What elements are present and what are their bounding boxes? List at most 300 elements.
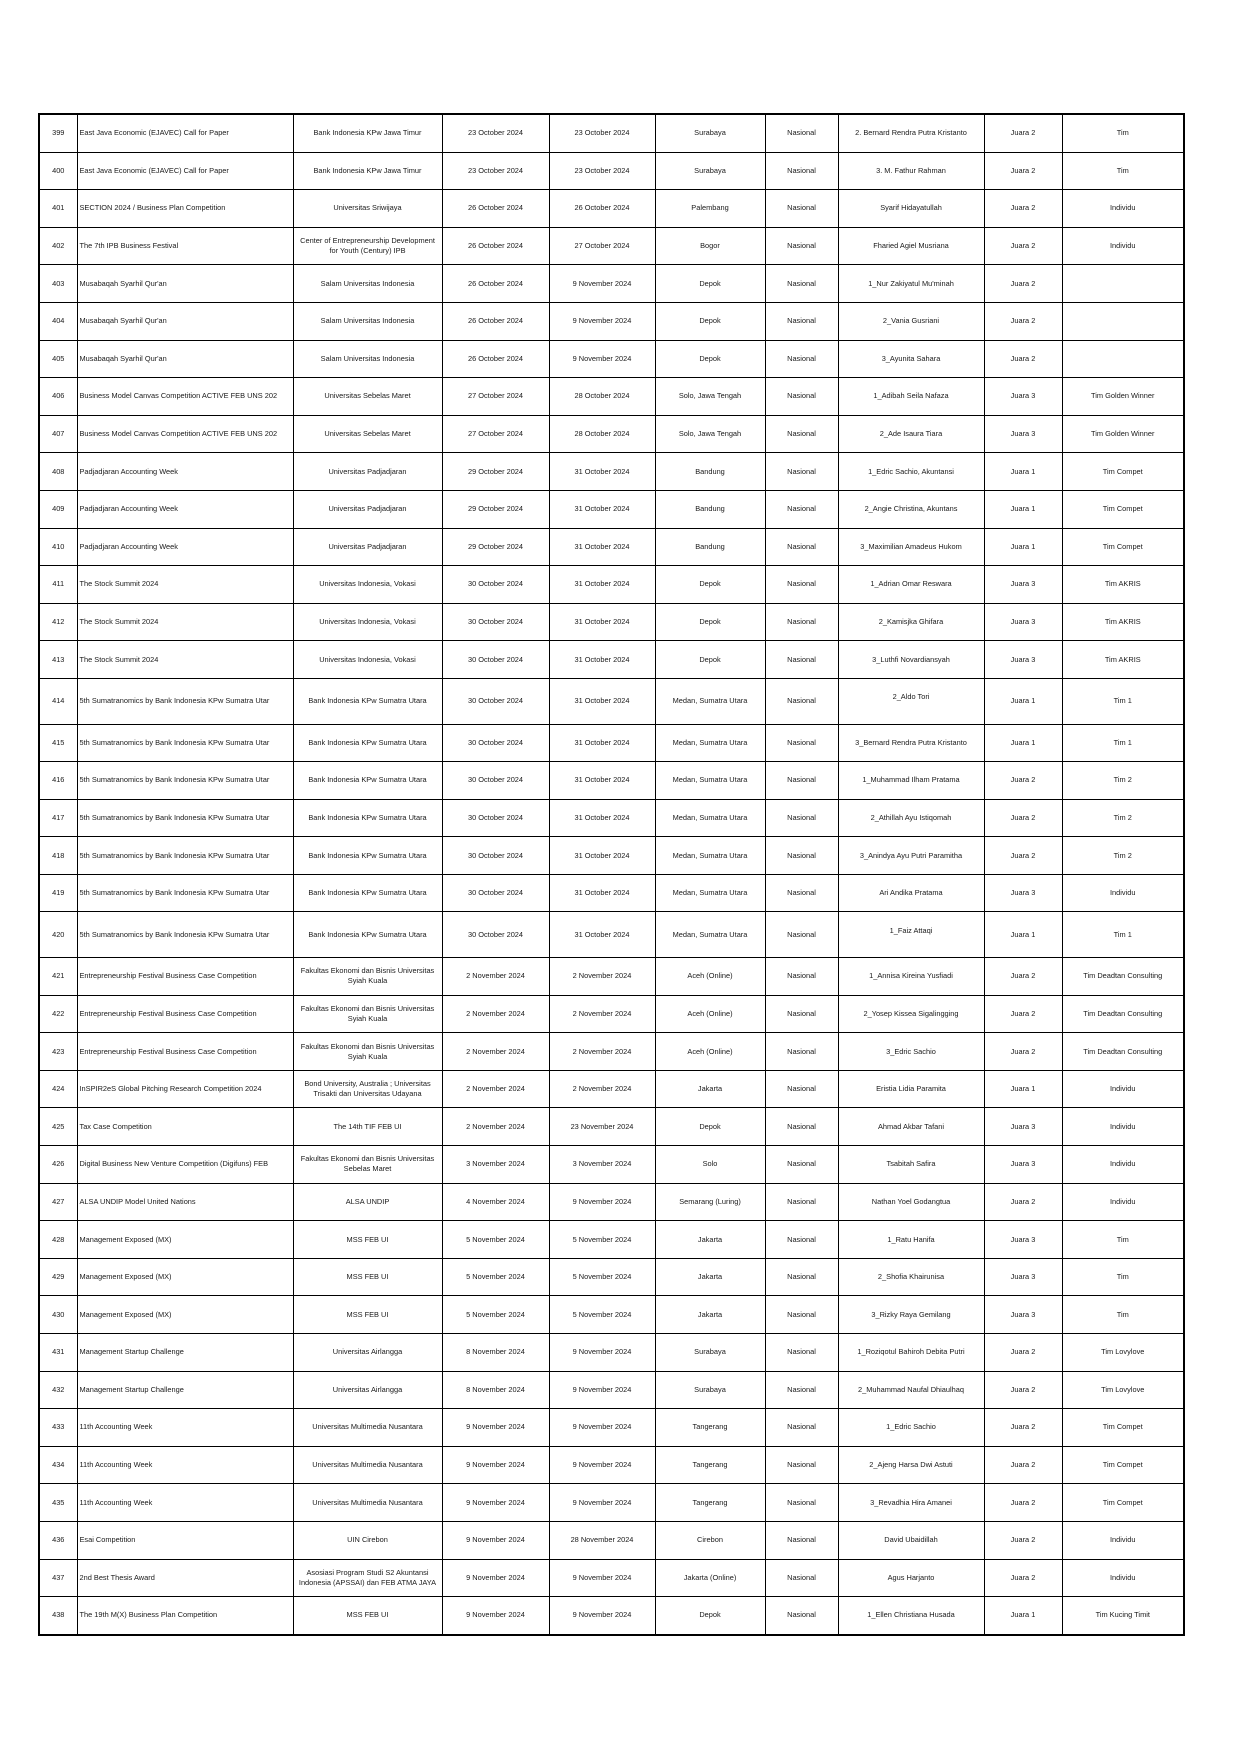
competition-name-cell: SECTION 2024 / Business Plan Competition	[77, 190, 293, 228]
level-cell: Nasional	[765, 837, 838, 875]
team-cell: Tim Kucing Timit	[1062, 1597, 1184, 1635]
table-row	[39, 1221, 1184, 1259]
team-cell: Individu	[1062, 1521, 1184, 1559]
end-date-cell: 9 November 2024	[549, 340, 655, 378]
rank-cell: Juara 1	[984, 1597, 1062, 1635]
row-number-cell: 438	[39, 1597, 77, 1635]
row-number-cell: 433	[39, 1409, 77, 1447]
start-date-cell: 2 November 2024	[442, 958, 549, 996]
row-number-cell: 437	[39, 1559, 77, 1597]
organizer-cell: Universitas Indonesia, Vokasi	[293, 603, 442, 641]
rank-cell: Juara 3	[984, 1146, 1062, 1184]
rank-cell: Juara 2	[984, 1484, 1062, 1522]
competition-name-cell: The 19th M(X) Business Plan Competition	[77, 1597, 293, 1635]
participant-name-cell: 2_Vania Gusriani	[838, 302, 984, 340]
organizer-cell: MSS FEB UI	[293, 1221, 442, 1259]
rank-cell: Juara 2	[984, 995, 1062, 1033]
team-cell: Individu	[1062, 1146, 1184, 1184]
rank-cell: Juara 3	[984, 1296, 1062, 1334]
location-cell: Jakarta	[655, 1070, 765, 1108]
location-cell: Solo, Jawa Tengah	[655, 415, 765, 453]
organizer-cell: Universitas Airlangga	[293, 1334, 442, 1372]
end-date-cell: 23 October 2024	[549, 114, 655, 152]
start-date-cell: 5 November 2024	[442, 1221, 549, 1259]
team-cell: Tim Golden Winner	[1062, 378, 1184, 416]
start-date-cell: 30 October 2024	[442, 641, 549, 679]
location-cell: Surabaya	[655, 114, 765, 152]
start-date-cell: 30 October 2024	[442, 762, 549, 800]
table-row	[39, 1371, 1184, 1409]
competition-name-cell: Padjadjaran Accounting Week	[77, 528, 293, 566]
row-number-cell: 410	[39, 528, 77, 566]
row-number-cell: 435	[39, 1484, 77, 1522]
competition-name-cell: 5th Sumatranomics by Bank Indonesia KPw Sumatra Utar	[77, 799, 293, 837]
level-cell: Nasional	[765, 1446, 838, 1484]
participant-name-cell: Ari Andika Pratama	[838, 874, 984, 912]
rank-cell: Juara 1	[984, 528, 1062, 566]
organizer-cell: Center of Entrepreneurship Development for Youth (Century) IPB	[293, 227, 442, 265]
participant-name-cell: Fharied Agiel Musriana	[838, 227, 984, 265]
team-cell: Tim 1	[1062, 912, 1184, 958]
end-date-cell: 31 October 2024	[549, 837, 655, 875]
location-cell: Palembang	[655, 190, 765, 228]
organizer-cell: Universitas Sebelas Maret	[293, 378, 442, 416]
competition-name-cell: Management Exposed (MX)	[77, 1296, 293, 1334]
table-row	[39, 1484, 1184, 1522]
location-cell: Surabaya	[655, 1334, 765, 1372]
competition-name-cell: East Java Economic (EJAVEC) Call for Paper	[77, 114, 293, 152]
location-cell: Medan, Sumatra Utara	[655, 874, 765, 912]
organizer-cell: The 14th TIF FEB UI	[293, 1108, 442, 1146]
team-cell: Tim Compet	[1062, 490, 1184, 528]
team-cell: Individu	[1062, 190, 1184, 228]
organizer-cell: Bank Indonesia KPw Sumatra Utara	[293, 874, 442, 912]
start-date-cell: 29 October 2024	[442, 453, 549, 491]
table-row	[39, 724, 1184, 762]
end-date-cell: 9 November 2024	[549, 1409, 655, 1447]
row-number-cell: 426	[39, 1146, 77, 1184]
rank-cell: Juara 3	[984, 641, 1062, 679]
competition-name-cell: 2nd Best Thesis Award	[77, 1559, 293, 1597]
table-row	[39, 1597, 1184, 1635]
table-row	[39, 837, 1184, 875]
location-cell: Tangerang	[655, 1446, 765, 1484]
participant-name-cell: 3_Edric Sachio	[838, 1033, 984, 1071]
table-row	[39, 1146, 1184, 1184]
location-cell: Bandung	[655, 453, 765, 491]
location-cell: Cirebon	[655, 1521, 765, 1559]
row-number-cell: 403	[39, 265, 77, 303]
competition-name-cell: Entrepreneurship Festival Business Case Competition	[77, 1033, 293, 1071]
location-cell: Jakarta	[655, 1258, 765, 1296]
start-date-cell: 9 November 2024	[442, 1559, 549, 1597]
team-cell: Tim	[1062, 114, 1184, 152]
team-cell: Tim Compet	[1062, 528, 1184, 566]
level-cell: Nasional	[765, 490, 838, 528]
end-date-cell: 31 October 2024	[549, 799, 655, 837]
end-date-cell: 31 October 2024	[549, 724, 655, 762]
location-cell: Bandung	[655, 528, 765, 566]
start-date-cell: 5 November 2024	[442, 1258, 549, 1296]
row-number-cell: 429	[39, 1258, 77, 1296]
competition-name-cell: Business Model Canvas Competition ACTIVE FEB UNS 202	[77, 415, 293, 453]
row-number-cell: 434	[39, 1446, 77, 1484]
end-date-cell: 31 October 2024	[549, 762, 655, 800]
table-row	[39, 1296, 1184, 1334]
level-cell: Nasional	[765, 641, 838, 679]
location-cell: Bogor	[655, 227, 765, 265]
location-cell: Depok	[655, 265, 765, 303]
team-cell: Individu	[1062, 1070, 1184, 1108]
end-date-cell: 5 November 2024	[549, 1221, 655, 1259]
end-date-cell: 2 November 2024	[549, 995, 655, 1033]
team-cell: Tim	[1062, 1296, 1184, 1334]
rank-cell: Juara 1	[984, 490, 1062, 528]
end-date-cell: 2 November 2024	[549, 1070, 655, 1108]
organizer-cell: Salam Universitas Indonesia	[293, 340, 442, 378]
competition-name-cell: 5th Sumatranomics by Bank Indonesia KPw Sumatra Utar	[77, 724, 293, 762]
organizer-cell: Universitas Padjadjaran	[293, 453, 442, 491]
rank-cell: Juara 3	[984, 874, 1062, 912]
rank-cell: Juara 3	[984, 378, 1062, 416]
table-row	[39, 1258, 1184, 1296]
end-date-cell: 9 November 2024	[549, 1334, 655, 1372]
row-number-cell: 430	[39, 1296, 77, 1334]
rank-cell: Juara 2	[984, 1183, 1062, 1221]
level-cell: Nasional	[765, 1221, 838, 1259]
competition-name-cell: East Java Economic (EJAVEC) Call for Paper	[77, 152, 293, 190]
location-cell: Jakarta	[655, 1296, 765, 1334]
level-cell: Nasional	[765, 762, 838, 800]
competition-name-cell: 11th Accounting Week	[77, 1446, 293, 1484]
participant-name-cell: 2_Shofia Khairunisa	[838, 1258, 984, 1296]
end-date-cell: 3 November 2024	[549, 1146, 655, 1184]
level-cell: Nasional	[765, 995, 838, 1033]
table-row	[39, 265, 1184, 303]
start-date-cell: 27 October 2024	[442, 415, 549, 453]
organizer-cell: Fakultas Ekonomi dan Bisnis Universitas Sebelas Maret	[293, 1146, 442, 1184]
participant-name-cell: 1_Ratu Hanifa	[838, 1221, 984, 1259]
participant-name-cell: 1_Faiz Attaqi	[838, 912, 984, 958]
start-date-cell: 9 November 2024	[442, 1597, 549, 1635]
participant-name-cell: 2_Ade Isaura Tiara	[838, 415, 984, 453]
level-cell: Nasional	[765, 1334, 838, 1372]
competition-name-cell: The Stock Summit 2024	[77, 641, 293, 679]
participant-name-cell: Syarif Hidayatullah	[838, 190, 984, 228]
organizer-cell: Fakultas Ekonomi dan Bisnis Universitas Syiah Kuala	[293, 995, 442, 1033]
rank-cell: Juara 2	[984, 302, 1062, 340]
location-cell: Jakarta	[655, 1221, 765, 1259]
participant-name-cell: 1_Roziqotul Bahiroh Debita Putri	[838, 1334, 984, 1372]
team-cell: Tim 2	[1062, 762, 1184, 800]
organizer-cell: Bank Indonesia KPw Sumatra Utara	[293, 762, 442, 800]
end-date-cell: 9 November 2024	[549, 302, 655, 340]
participant-name-cell: 2_Ajeng Harsa Dwi Astuti	[838, 1446, 984, 1484]
row-number-cell: 421	[39, 958, 77, 996]
row-number-cell: 417	[39, 799, 77, 837]
team-cell: Tim Lovylove	[1062, 1371, 1184, 1409]
location-cell: Solo	[655, 1146, 765, 1184]
team-cell: Tim 1	[1062, 724, 1184, 762]
location-cell: Depok	[655, 603, 765, 641]
level-cell: Nasional	[765, 378, 838, 416]
rank-cell: Juara 2	[984, 114, 1062, 152]
rank-cell: Juara 2	[984, 227, 1062, 265]
participant-name-cell: 3. M. Fathur Rahman	[838, 152, 984, 190]
end-date-cell: 9 November 2024	[549, 1484, 655, 1522]
organizer-cell: Bond University, Australia ; Universitas Trisakti dan Universitas Udayana	[293, 1070, 442, 1108]
end-date-cell: 5 November 2024	[549, 1296, 655, 1334]
participant-name-cell: 2_Yosep Kissea Sigalingging	[838, 995, 984, 1033]
end-date-cell: 9 November 2024	[549, 265, 655, 303]
level-cell: Nasional	[765, 1371, 838, 1409]
end-date-cell: 23 October 2024	[549, 152, 655, 190]
participant-name-cell: 2_Kamisjka Ghifara	[838, 603, 984, 641]
start-date-cell: 30 October 2024	[442, 603, 549, 641]
table-row	[39, 1108, 1184, 1146]
competition-name-cell: 5th Sumatranomics by Bank Indonesia KPw Sumatra Utar	[77, 762, 293, 800]
organizer-cell: Universitas Multimedia Nusantara	[293, 1409, 442, 1447]
level-cell: Nasional	[765, 528, 838, 566]
table-row	[39, 453, 1184, 491]
rank-cell: Juara 2	[984, 799, 1062, 837]
organizer-cell: Asosiasi Program Studi S2 Akuntansi Indonesia (APSSAI) dan FEB ATMA JAYA	[293, 1559, 442, 1597]
end-date-cell: 31 October 2024	[549, 566, 655, 604]
rank-cell: Juara 2	[984, 152, 1062, 190]
team-cell	[1062, 265, 1184, 303]
participant-name-cell: 3_Rizky Raya Gemilang	[838, 1296, 984, 1334]
organizer-cell: Universitas Sebelas Maret	[293, 415, 442, 453]
competition-name-cell: 5th Sumatranomics by Bank Indonesia KPw Sumatra Utar	[77, 678, 293, 724]
participant-name-cell: 1_Muhammad Ilham Pratama	[838, 762, 984, 800]
table-row	[39, 912, 1184, 958]
participant-name-cell: 1_Adibah Seila Nafaza	[838, 378, 984, 416]
level-cell: Nasional	[765, 1033, 838, 1071]
start-date-cell: 3 November 2024	[442, 1146, 549, 1184]
level-cell: Nasional	[765, 678, 838, 724]
team-cell: Individu	[1062, 1183, 1184, 1221]
row-number-cell: 409	[39, 490, 77, 528]
row-number-cell: 408	[39, 453, 77, 491]
end-date-cell: 2 November 2024	[549, 1033, 655, 1071]
location-cell: Surabaya	[655, 1371, 765, 1409]
rank-cell: Juara 1	[984, 678, 1062, 724]
row-number-cell: 414	[39, 678, 77, 724]
competition-name-cell: Tax Case Competition	[77, 1108, 293, 1146]
end-date-cell: 31 October 2024	[549, 912, 655, 958]
participant-name-cell: David Ubaidillah	[838, 1521, 984, 1559]
row-number-cell: 425	[39, 1108, 77, 1146]
row-number-cell: 402	[39, 227, 77, 265]
level-cell: Nasional	[765, 566, 838, 604]
location-cell: Depok	[655, 340, 765, 378]
start-date-cell: 5 November 2024	[442, 1296, 549, 1334]
start-date-cell: 29 October 2024	[442, 490, 549, 528]
team-cell: Tim AKRIS	[1062, 641, 1184, 679]
end-date-cell: 9 November 2024	[549, 1559, 655, 1597]
row-number-cell: 407	[39, 415, 77, 453]
table-row	[39, 762, 1184, 800]
table-row	[39, 641, 1184, 679]
competition-name-cell: Esai Competition	[77, 1521, 293, 1559]
rank-cell: Juara 1	[984, 453, 1062, 491]
location-cell: Medan, Sumatra Utara	[655, 837, 765, 875]
level-cell: Nasional	[765, 152, 838, 190]
team-cell	[1062, 340, 1184, 378]
start-date-cell: 30 October 2024	[442, 724, 549, 762]
end-date-cell: 2 November 2024	[549, 958, 655, 996]
competition-name-cell: Management Exposed (MX)	[77, 1221, 293, 1259]
end-date-cell: 31 October 2024	[549, 678, 655, 724]
level-cell: Nasional	[765, 1559, 838, 1597]
team-cell: Tim AKRIS	[1062, 566, 1184, 604]
start-date-cell: 26 October 2024	[442, 302, 549, 340]
level-cell: Nasional	[765, 799, 838, 837]
competition-name-cell: InSPIR2eS Global Pitching Research Competition 2024	[77, 1070, 293, 1108]
team-cell: Tim 2	[1062, 799, 1184, 837]
team-cell: Tim 2	[1062, 837, 1184, 875]
organizer-cell: Universitas Airlangga	[293, 1371, 442, 1409]
start-date-cell: 8 November 2024	[442, 1334, 549, 1372]
table-row	[39, 152, 1184, 190]
row-number-cell: 413	[39, 641, 77, 679]
level-cell: Nasional	[765, 415, 838, 453]
table-row	[39, 566, 1184, 604]
table-row	[39, 1446, 1184, 1484]
rank-cell: Juara 2	[984, 1033, 1062, 1071]
row-number-cell: 423	[39, 1033, 77, 1071]
team-cell: Tim Deadtan Consulting	[1062, 995, 1184, 1033]
row-number-cell: 432	[39, 1371, 77, 1409]
location-cell: Bandung	[655, 490, 765, 528]
start-date-cell: 9 November 2024	[442, 1521, 549, 1559]
level-cell: Nasional	[765, 724, 838, 762]
level-cell: Nasional	[765, 958, 838, 996]
organizer-cell: Universitas Multimedia Nusantara	[293, 1484, 442, 1522]
participant-name-cell: Ahmad Akbar Tafani	[838, 1108, 984, 1146]
competition-name-cell: Musabaqah Syarhil Qur'an	[77, 302, 293, 340]
team-cell: Tim Lovylove	[1062, 1334, 1184, 1372]
start-date-cell: 23 October 2024	[442, 152, 549, 190]
end-date-cell: 31 October 2024	[549, 603, 655, 641]
organizer-cell: Bank Indonesia KPw Sumatra Utara	[293, 912, 442, 958]
start-date-cell: 8 November 2024	[442, 1371, 549, 1409]
competition-name-cell: Management Startup Challenge	[77, 1334, 293, 1372]
location-cell: Aceh (Online)	[655, 958, 765, 996]
competition-name-cell: 11th Accounting Week	[77, 1409, 293, 1447]
rank-cell: Juara 3	[984, 603, 1062, 641]
participant-name-cell: 2_Angie Christina, Akuntans	[838, 490, 984, 528]
level-cell: Nasional	[765, 603, 838, 641]
start-date-cell: 30 October 2024	[442, 837, 549, 875]
row-number-cell: 427	[39, 1183, 77, 1221]
team-cell: Tim Deadtan Consulting	[1062, 958, 1184, 996]
participant-name-cell: 3_Anindya Ayu Putri Paramitha	[838, 837, 984, 875]
rank-cell: Juara 2	[984, 340, 1062, 378]
level-cell: Nasional	[765, 1258, 838, 1296]
table-row	[39, 603, 1184, 641]
competition-name-cell: 5th Sumatranomics by Bank Indonesia KPw Sumatra Utar	[77, 874, 293, 912]
row-number-cell: 416	[39, 762, 77, 800]
start-date-cell: 26 October 2024	[442, 227, 549, 265]
location-cell: Depok	[655, 641, 765, 679]
end-date-cell: 27 October 2024	[549, 227, 655, 265]
row-number-cell: 405	[39, 340, 77, 378]
team-cell: Tim	[1062, 1258, 1184, 1296]
level-cell: Nasional	[765, 227, 838, 265]
participant-name-cell: 3_Maximilian Amadeus Hukom	[838, 528, 984, 566]
location-cell: Medan, Sumatra Utara	[655, 678, 765, 724]
organizer-cell: Bank Indonesia KPw Jawa Timur	[293, 114, 442, 152]
row-number-cell: 411	[39, 566, 77, 604]
location-cell: Tangerang	[655, 1484, 765, 1522]
table-row	[39, 227, 1184, 265]
end-date-cell: 31 October 2024	[549, 490, 655, 528]
rank-cell: Juara 1	[984, 724, 1062, 762]
level-cell: Nasional	[765, 1484, 838, 1522]
location-cell: Solo, Jawa Tengah	[655, 378, 765, 416]
row-number-cell: 431	[39, 1334, 77, 1372]
table-row	[39, 1409, 1184, 1447]
organizer-cell: Salam Universitas Indonesia	[293, 265, 442, 303]
end-date-cell: 26 October 2024	[549, 190, 655, 228]
level-cell: Nasional	[765, 1108, 838, 1146]
table-row	[39, 995, 1184, 1033]
row-number-cell: 399	[39, 114, 77, 152]
organizer-cell: MSS FEB UI	[293, 1258, 442, 1296]
organizer-cell: Universitas Indonesia, Vokasi	[293, 641, 442, 679]
participant-name-cell: 2. Bernard Rendra Putra Kristanto	[838, 114, 984, 152]
start-date-cell: 2 November 2024	[442, 1070, 549, 1108]
team-cell: Tim Deadtan Consulting	[1062, 1033, 1184, 1071]
table-body	[39, 114, 1184, 1635]
level-cell: Nasional	[765, 453, 838, 491]
row-number-cell: 404	[39, 302, 77, 340]
end-date-cell: 31 October 2024	[549, 453, 655, 491]
location-cell: Medan, Sumatra Utara	[655, 724, 765, 762]
start-date-cell: 27 October 2024	[442, 378, 549, 416]
level-cell: Nasional	[765, 1521, 838, 1559]
level-cell: Nasional	[765, 912, 838, 958]
participant-name-cell: 2_Muhammad Naufal Dhiaulhaq	[838, 1371, 984, 1409]
participant-name-cell: 3_Ayunita Sahara	[838, 340, 984, 378]
table-row	[39, 1070, 1184, 1108]
start-date-cell: 9 November 2024	[442, 1484, 549, 1522]
location-cell: Jakarta (Online)	[655, 1559, 765, 1597]
rank-cell: Juara 2	[984, 1334, 1062, 1372]
organizer-cell: Bank Indonesia KPw Sumatra Utara	[293, 678, 442, 724]
start-date-cell: 30 October 2024	[442, 566, 549, 604]
end-date-cell: 31 October 2024	[549, 874, 655, 912]
end-date-cell: 23 November 2024	[549, 1108, 655, 1146]
location-cell: Aceh (Online)	[655, 1033, 765, 1071]
competition-name-cell: The Stock Summit 2024	[77, 566, 293, 604]
start-date-cell: 30 October 2024	[442, 912, 549, 958]
row-number-cell: 412	[39, 603, 77, 641]
table-row	[39, 302, 1184, 340]
table-row	[39, 1521, 1184, 1559]
location-cell: Aceh (Online)	[655, 995, 765, 1033]
team-cell: Tim Compet	[1062, 1409, 1184, 1447]
row-number-cell: 424	[39, 1070, 77, 1108]
competition-name-cell: Musabaqah Syarhil Qur'an	[77, 340, 293, 378]
competition-name-cell: Business Model Canvas Competition ACTIVE FEB UNS 202	[77, 378, 293, 416]
row-number-cell: 400	[39, 152, 77, 190]
organizer-cell: ALSA UNDIP	[293, 1183, 442, 1221]
rank-cell: Juara 3	[984, 1108, 1062, 1146]
table-row	[39, 1559, 1184, 1597]
organizer-cell: MSS FEB UI	[293, 1597, 442, 1635]
